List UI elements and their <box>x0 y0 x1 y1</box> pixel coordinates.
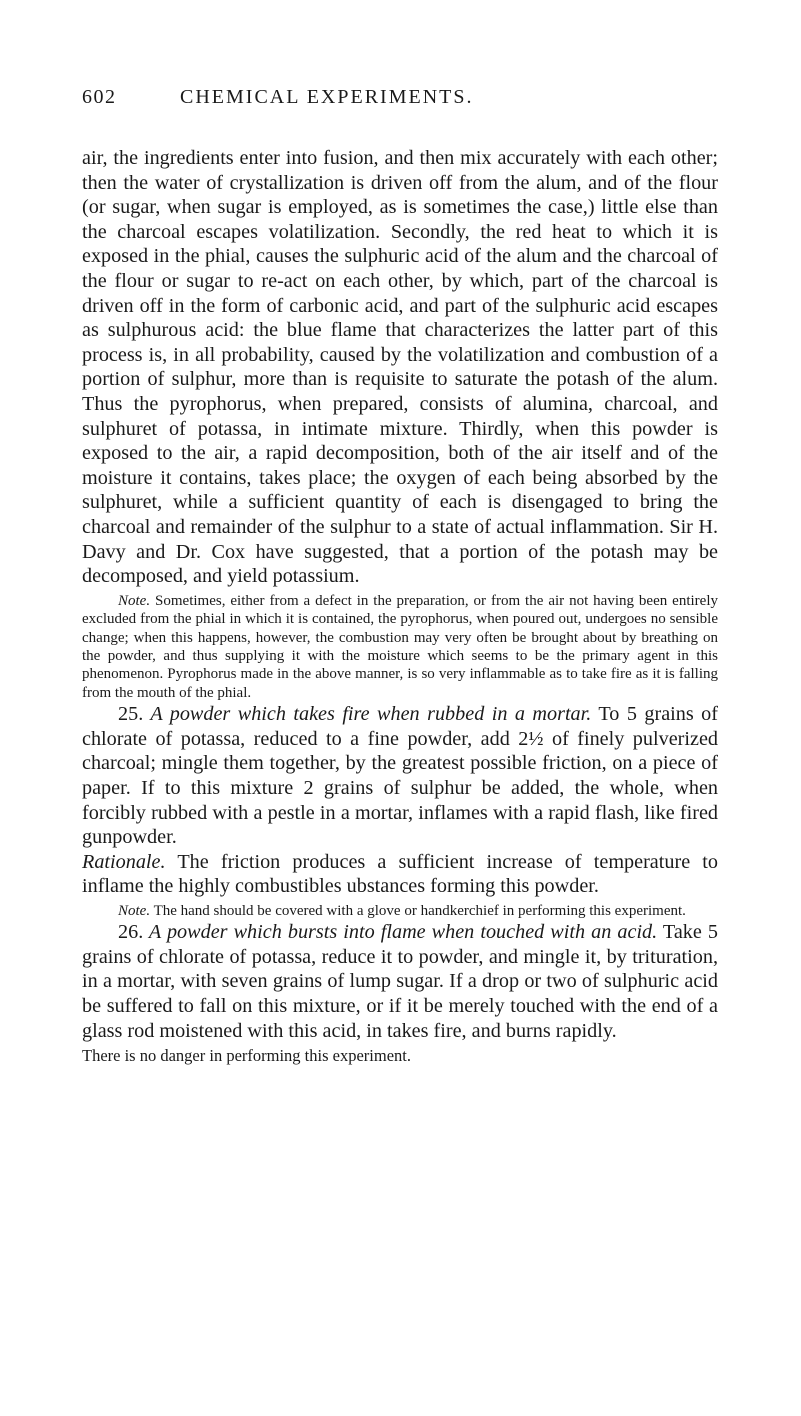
page-header <box>82 86 718 120</box>
rationale-text: The friction produces a sufficient increase of temperature to inflame the highly combustibles ubstances forming this powder. <box>82 850 718 898</box>
note-text: Sometimes, either from a defect in the preparation, or from the air not having been entirely excluded from the phial in which it is contained, the pyrophorus, when poured out, undergoes no sensible change; when this happens, however, the combustion may very often be brought about by breathing on the powder, and thus supplying it with the moisture which seems to be the primary agent in this phenomenon. Pyrophorus made in the above manner, is so very inflammable as to take fire as it is falling from the mouth of the phial. <box>82 592 718 701</box>
note-glove <box>82 902 718 920</box>
note-pyrophorus <box>82 592 718 702</box>
experiment-25 <box>82 702 718 850</box>
experiment-title: A powder which takes fire when rubbed in a mortar. <box>143 703 592 726</box>
page-number: 602 <box>82 86 117 108</box>
book-page <box>82 86 718 1067</box>
note-label: Note. <box>118 902 151 919</box>
note-text: The hand should be covered with a glove or handkerchief in performing this experiment. <box>150 902 686 919</box>
experiment-number: 25. <box>118 703 144 726</box>
experiment-number: 26. <box>118 921 144 944</box>
page-body <box>82 146 718 1067</box>
closing-remark: There is no danger in performing this experiment. <box>82 1046 411 1066</box>
experiment-title: A powder which bursts into flame when touched with an acid. <box>143 921 658 944</box>
note-label: Note. <box>118 592 151 609</box>
paragraph-rationale-continued: air, the ingredients enter into fusion, and then mix accurately with each other; then the water of crystallization is driven off from the alum, and of the flour (or sugar, when sugar is employed, as is sometimes the case,) little else than the charcoal escapes volatilization. Secondly, the red heat to which it is exposed in the phial, causes the sulphuric acid of the alum and the charcoal of the flour or sugar to re-act on each other, by which, part of the charcoal is driven off in the form of carbonic acid, and part of the sulphuric acid escapes as sulphurous acid: the blue flame that characterizes the latter part of this process is, in all probability, caused by the volatilization and combustion of a portion of sulphur, more than is requisite to saturate the potash of the alum. Thus the pyrophorus, when prepared, consists of alumina, charcoal, and sulphuret of potassa, in intimate mixture. Thirdly, when this powder is exposed to the air, a rapid decomposition, both of the air itself and of the moisture it contains, takes place; the oxygen of each being absorbed by the sulphuret, while a sufficient quantity of each is disengaged to bring the charcoal and remainder of the sulphur to a state of actual inflammation. Sir H. Davy and Dr. Cox have suggested, that a portion of the potash may be decomposed, and yield potassium. <box>82 147 718 588</box>
rationale-label: Rationale. <box>82 850 166 873</box>
rationale-25 <box>82 850 718 899</box>
experiment-26 <box>82 920 718 1043</box>
running-head: CHEMICAL EXPERIMENTS. <box>180 86 474 108</box>
experiment-text: To 5 grains of chlorate of potassa, reduced to a fine powder, add 2½ of finely pulverized charcoal; mingle them together, by the greatest possible friction, on a piece of paper. If to this mixture 2 grains of sulphur be added, the whole, when forcibly rubbed with a pestle in a mortar, inflames with a rapid flash, like fired gunpowder. <box>82 703 718 849</box>
experiment-text: Take 5 grains of chlorate of potassa, reduce it to powder, and mingle it, by trituration, in a mortar, with seven grains of lump sugar. If a drop or two of sulphuric acid be suffered to fall on this mixture, or if it be merely touched with the end of a glass rod moistened with this acid, in takes fire, and burns rapidly. <box>82 921 718 1042</box>
